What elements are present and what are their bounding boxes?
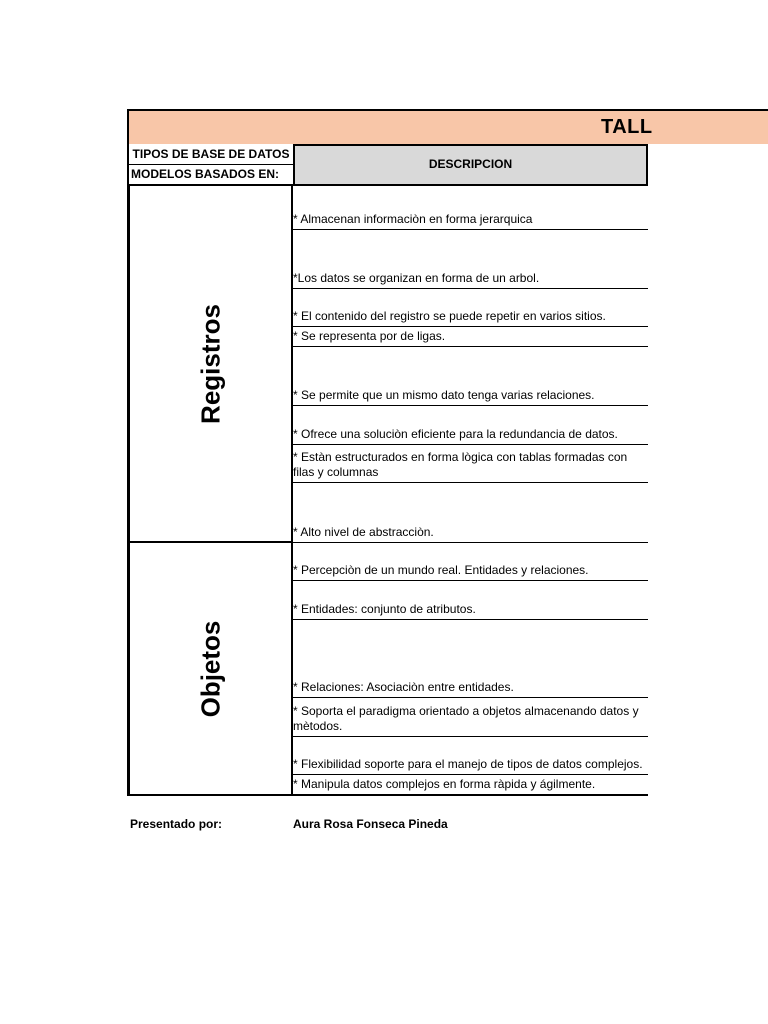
- group-objetos: [127, 543, 293, 796]
- description-row: * Se permite que un mismo dato tenga varias relaciones.: [293, 347, 648, 406]
- description-row: * Soporta el paradigma orientado a objetos almacenando datos y mètodos.: [293, 698, 648, 737]
- description-row: * Entidades: conjunto de atributos.: [293, 581, 648, 620]
- group-label-objetos: Objetos: [195, 620, 225, 717]
- author-name: Aura Rosa Fonseca Pineda: [293, 817, 448, 831]
- description-row: * El contenido del registro se puede repetir en varios sitios.: [293, 289, 648, 327]
- description-row: * Se representa por de ligas.: [293, 327, 648, 347]
- page-title: TALL: [601, 116, 653, 138]
- title-band: [127, 109, 768, 144]
- description-row: * Relaciones: Asociaciòn entre entidades.: [293, 620, 648, 698]
- description-row: * Almacenan informaciòn en forma jerarquica: [293, 186, 648, 230]
- type-column-header: [127, 144, 293, 186]
- description-row: * Flexibilidad soporte para el manejo de tipos de datos complejos.: [293, 737, 648, 775]
- type-header-line1: TIPOS DE BASE DE DATOS: [129, 145, 293, 165]
- group-label-registros: Registros: [195, 303, 225, 424]
- description-row: * Ofrece una soluciòn eficiente para la redundancia de datos.: [293, 406, 648, 445]
- description-column-header: DESCRIPCION: [293, 144, 648, 186]
- type-header-line2: MODELOS BASADOS EN:: [131, 167, 280, 181]
- description-row: * Percepciòn de un mundo real. Entidades y relaciones.: [293, 543, 648, 581]
- description-row: *Los datos se organizan en forma de un arbol.: [293, 230, 648, 289]
- description-row: * Alto nivel de abstracciòn.: [293, 483, 648, 543]
- description-row: * Estàn estructurados en forma lògica con tablas formadas con filas y columnas: [293, 445, 648, 483]
- group-registros: [127, 186, 293, 543]
- description-row: * Manipula datos complejos en forma ràpida y ágilmente.: [293, 775, 648, 796]
- presented-by-label: Presentado por:: [130, 817, 223, 831]
